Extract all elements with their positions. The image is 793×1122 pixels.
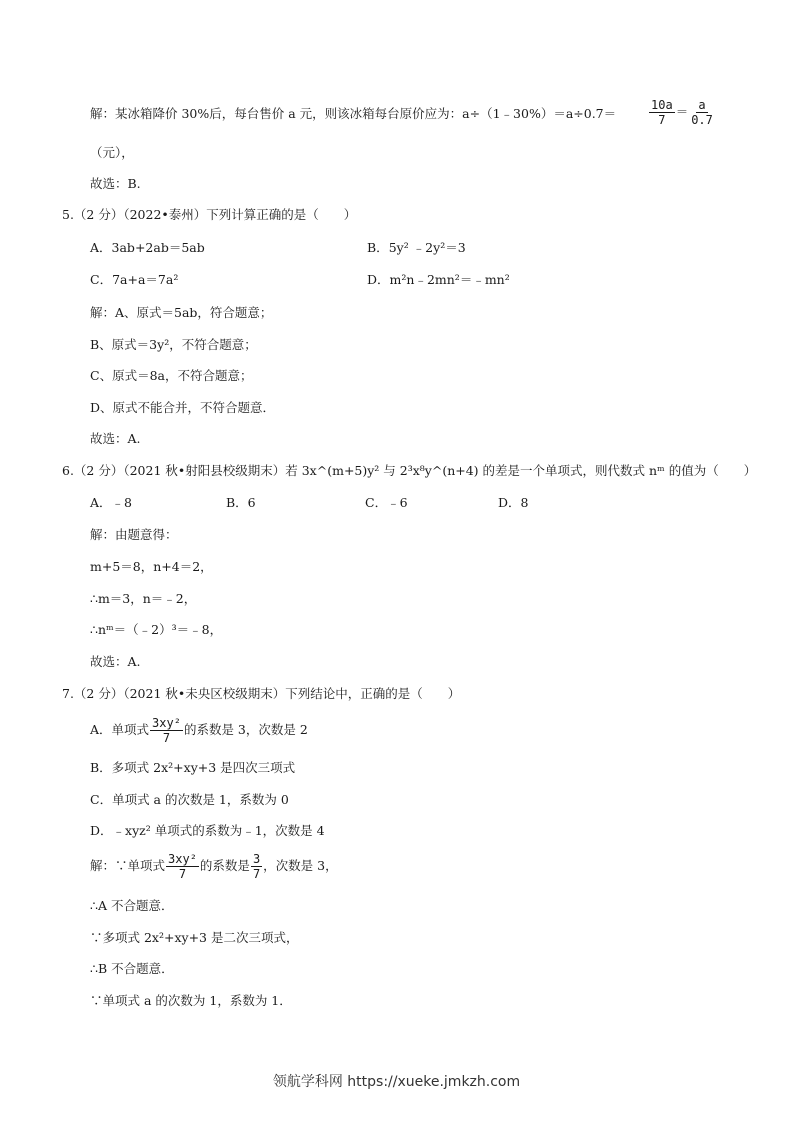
q6-solution-1: 解：由题意得： — [90, 527, 178, 542]
q6-solution-2: m+5＝8，n+4＝2， — [90, 559, 213, 574]
q5-option-d-text: m²n﹣2mn²＝﹣mn² — [389, 272, 510, 287]
q4-fraction-1 — [649, 98, 675, 127]
q5-option-a-text: 3ab+2ab＝5ab — [111, 240, 205, 255]
q5-option-c-text: 7a+a＝7a² — [112, 272, 179, 287]
q5-option-a — [90, 240, 205, 256]
q5-option-b-letter: B． — [367, 240, 389, 255]
q5-solution-1: 解：A、原式＝5ab，符合题意； — [90, 305, 273, 320]
q6-option-a: A．﹣8 — [90, 495, 132, 510]
q7-stem: 7.（2 分）（2021 秋•未央区校级期末）下列结论中，正确的是（ ） — [62, 686, 461, 701]
q4-equals: ＝ — [675, 104, 689, 119]
q7-solution-1-mid: 的系数是 — [199, 858, 250, 873]
q5-option-a-letter: A． — [90, 240, 112, 255]
q6-option-d: D．8 — [498, 495, 529, 510]
q6-solution-3: ∴m＝3，n＝﹣2， — [90, 591, 197, 606]
q7-solution-1-fraction — [166, 852, 199, 881]
q7-option-a — [90, 716, 308, 745]
q7-option-a-numerator: 3xy² — [152, 716, 181, 730]
q7-option-a-pre: A．单项式 — [90, 722, 150, 737]
q6-stem: 6.（2 分）（2021 秋•射阳县校级期末）若 3x^(m+5)y² 与 2³x⁸y^(n+4) 的差是一个单项式，则代数式 nᵐ 的值为（ ） — [62, 463, 757, 478]
q5-option-d — [367, 272, 510, 288]
q7-option-c: C．单项式 a 的次数是 1，系数为 0 — [90, 792, 289, 807]
q7-solution-1 — [90, 852, 338, 881]
q5-option-c-letter: C． — [90, 272, 113, 287]
q7-solution-2: ∴A 不合题意． — [90, 898, 174, 913]
q7-solution-5: ∵单项式 a 的次数为 1，系数为 1． — [90, 993, 292, 1008]
q4-solution-expression: a÷（1﹣30%）＝a÷0.7＝ — [462, 106, 617, 121]
q5-option-d-letter: D． — [367, 272, 390, 287]
q7-option-a-post: 的系数是 3，次数是 2 — [183, 722, 308, 737]
q7-solution-1-denominator: 7 — [178, 867, 187, 881]
q5-answer: 故选：A. — [90, 431, 141, 446]
q4-fraction-2 — [689, 98, 715, 127]
q4-fractions — [648, 98, 716, 127]
q5-solution-3: C、原式＝8a，不符合题意； — [90, 368, 253, 383]
q4-fraction-2-numerator: a — [698, 98, 706, 112]
q7-solution-1-pre: 解：∵单项式 — [90, 858, 166, 873]
q6-solution-4: ∴nᵐ＝（﹣2）³＝﹣8， — [90, 622, 223, 637]
q7-solution-1-numerator: 3xy² — [168, 852, 197, 866]
q4-fraction-1-numerator: 10a — [651, 98, 673, 112]
q5-option-b — [367, 240, 466, 256]
q7-solution-1-fraction-2 — [251, 852, 262, 881]
q7-option-a-denominator: 7 — [162, 731, 171, 745]
q5-stem: 5.（2 分）（2022•泰州）下列计算正确的是（ ） — [62, 207, 357, 222]
q4-unit: （元）， — [90, 145, 134, 160]
q4-solution-line — [90, 106, 616, 122]
q7-solution-1-denominator-2: 7 — [252, 867, 261, 881]
q6-answer: 故选：A. — [90, 654, 141, 669]
q5-option-b-text: 5y² ﹣2y²＝3 — [388, 240, 466, 255]
q7-option-a-fraction — [150, 716, 183, 745]
q6-option-b: B．6 — [226, 495, 256, 510]
q5-solution-4: D、原式不能合并，不符合题意． — [90, 400, 276, 415]
q7-option-b: B．多项式 2x²+xy+3 是四次三项式 — [90, 760, 296, 775]
q7-solution-1-post: ，次数是 3， — [263, 858, 338, 873]
q7-solution-4: ∴B 不合题意． — [90, 961, 174, 976]
page-footer-watermark: 领航学科网 https://xueke.jmkzh.com — [272, 1074, 521, 1090]
q4-answer: 故选：B. — [90, 176, 141, 191]
q5-solution-2: B、原式＝3y²，不符合题意； — [90, 337, 257, 352]
q7-option-d: D．﹣xyz² 单项式的系数为﹣1，次数是 4 — [90, 823, 325, 838]
q4-solution-prefix: 解：某冰箱降价 30%后，每台售价 a 元，则该冰箱每台原价应为： — [90, 106, 463, 121]
q7-solution-3: ∵多项式 2x²+xy+3 是二次三项式， — [90, 930, 299, 945]
q7-solution-1-numerator-2: 3 — [252, 852, 261, 866]
q4-fraction-2-denominator: 0.7 — [691, 113, 713, 127]
q5-option-c — [90, 272, 178, 288]
q6-option-c: C．﹣6 — [365, 495, 408, 510]
q4-fraction-1-denominator: 7 — [658, 113, 666, 127]
